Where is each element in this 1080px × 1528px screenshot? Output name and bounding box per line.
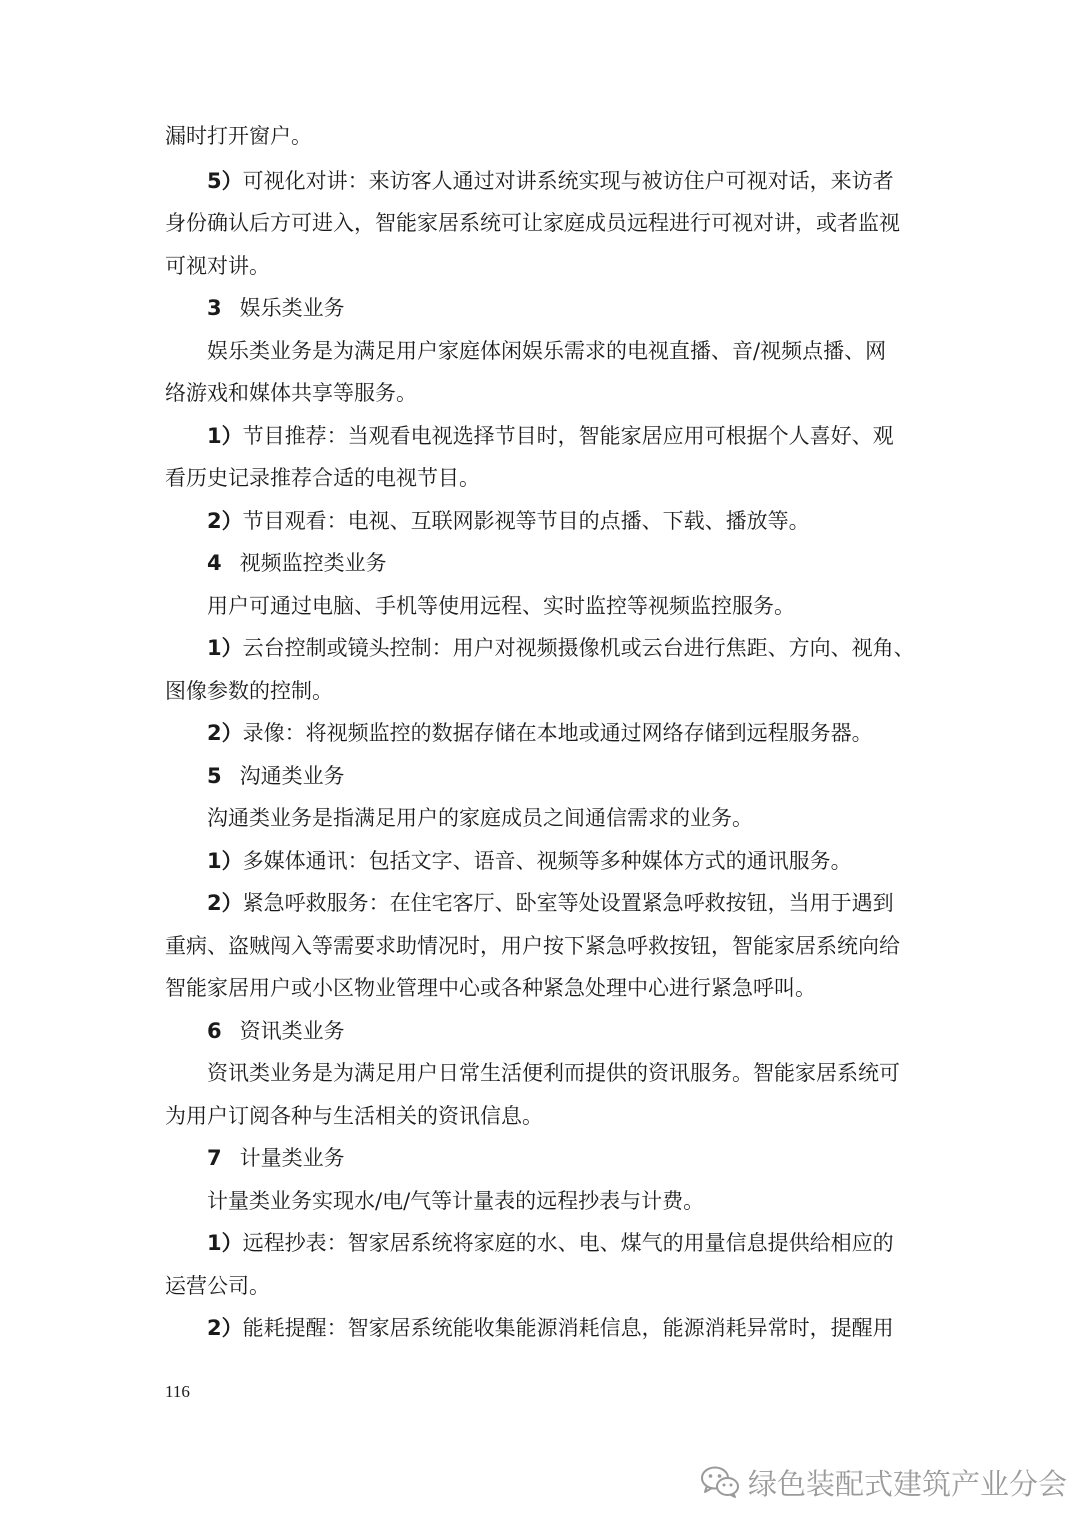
page-number: 116 [165, 1382, 190, 1401]
list-item: 1）远程抄表：智家居系统将家庭的水、电、煤气的用量信息提供给相应的 [207, 1231, 894, 1255]
text-line: 图像参数的控制。 [165, 679, 333, 703]
list-item: 1）云台控制或镜头控制：用户对视频摄像机或云台进行焦距、方向、视角、 [207, 636, 915, 660]
list-item: 2）节目观看：电视、互联网影视等节目的点播、下载、播放等。 [207, 509, 810, 533]
text-line: 用户可通过电脑、手机等使用远程、实时监控等视频监控服务。 [207, 594, 795, 618]
text-line: 智能家居用户或小区物业管理中心或各种紧急处理中心进行紧急呼叫。 [165, 976, 816, 1000]
section-heading: 7 计量类业务 [207, 1146, 345, 1170]
list-item: 2）能耗提醒：智家居系统能收集能源消耗信息，能源消耗异常时，提醒用 [207, 1316, 894, 1340]
watermark [700, 1462, 1067, 1502]
text-line: 运营公司。 [165, 1274, 270, 1298]
list-item: 1）节目推荐：当观看电视选择节目时，智能家居应用可根据个人喜好、观 [207, 424, 894, 448]
list-item: 5）可视化对讲：来访客人通过对讲系统实现与被访住户可视对话，来访者 [207, 169, 894, 193]
list-item: 2）紧急呼救服务：在住宅客厅、卧室等处设置紧急呼救按钮，当用于遇到 [207, 891, 894, 915]
list-item: 1）多媒体通讯：包括文字、语音、视频等多种媒体方式的通讯服务。 [207, 849, 852, 873]
text-line: 看历史记录推荐合适的电视节目。 [165, 466, 480, 490]
text-line: 重病、盗贼闯入等需要求助情况时，用户按下紧急呼救按钮，智能家居系统向给 [165, 934, 900, 958]
section-heading: 5 沟通类业务 [207, 764, 345, 788]
text-line: 络游戏和媒体共享等服务。 [165, 381, 417, 405]
watermark-text: 绿色装配式建筑产业分会 [748, 1466, 1068, 1501]
section-heading: 3 娱乐类业务 [207, 296, 345, 320]
text-line: 身份确认后方可进入，智能家居系统可让家庭成员远程进行可视对讲，或者监视 [165, 211, 900, 235]
section-heading: 6 资讯类业务 [207, 1019, 345, 1043]
text-line: 娱乐类业务是为满足用户家庭体闲娱乐需求的电视直播、音/视频点播、网 [207, 339, 887, 363]
text-line: 可视对讲。 [165, 254, 270, 278]
text-line: 沟通类业务是指满足用户的家庭成员之间通信需求的业务。 [207, 806, 753, 830]
wechat-icon [700, 1465, 740, 1499]
text-line: 漏时打开窗户。 [165, 124, 312, 148]
list-item: 2）录像：将视频监控的数据存储在本地或通过网络存储到远程服务器。 [207, 721, 873, 745]
section-heading: 4 视频监控类业务 [207, 551, 387, 575]
text-line: 计量类业务实现水/电/气等计量表的远程抄表与计费。 [207, 1189, 705, 1213]
text-line: 资讯类业务是为满足用户日常生活便利而提供的资讯服务。智能家居系统可 [207, 1061, 900, 1085]
text-line: 为用户订阅各种与生活相关的资讯信息。 [165, 1104, 543, 1128]
